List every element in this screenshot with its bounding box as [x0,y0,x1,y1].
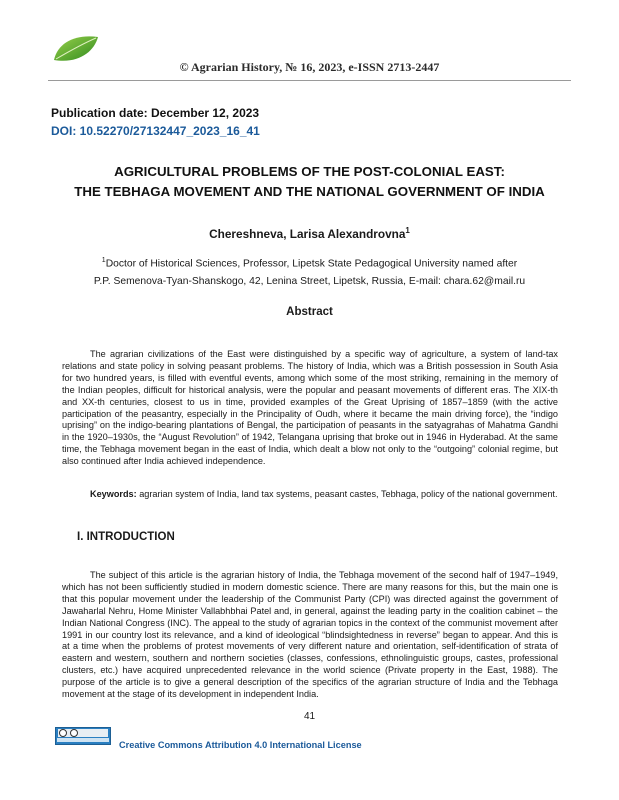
keywords-label: Keywords: [90,489,137,499]
publication-date: Publication date: December 12, 2023 [51,106,260,120]
article-title [30,162,589,202]
journal-header: © Agrarian History, № 16, 2023, e-ISSN 2713-2447 [179,60,440,74]
badge-top-band [58,729,108,737]
badge-caption-band [57,738,109,742]
header-divider [48,80,571,81]
author-name [0,226,619,241]
introduction-paragraph: The subject of this article is the agrarian history of India, the Tebhaga movement of the second half of 1947–1949, which has not been sufficiently studied in modern domestic science. There are many reasons for this, but the main one is that this popular movement under the leadership of the Communist Party (CPI) was directed against the government of Jawaharlal Nehru, Home Minister Vallabhbhai Patel and, in general, against the leading party in the coalition cabinet – the Indian National Congress (INC). The appeal to the study of agrarian topics in the context of the communist movement after 1991 in our country lost its relevance, and a kind of ideological “blindsightedness in reverse” began to appear. And this is at a time when the problems of protest movements of very different nature and orientation, self-identification of strata of eastern and western, southern and northern societies (classes, confessions, ethnolinguistic groups, castes, professional clusters, etc.) have acquired unprecedented relevance in the world science (Private property in the East, 1988). The purpose of the article is to give a general description of the specifics of the agrarian structure of India and the Tebhaga movement at the stage of its development in independent India. [62,570,558,700]
section-heading-introduction: I. INTRODUCTION [77,531,175,543]
abstract-paragraph: The agrarian civilizations of the East were distinguished by a specific way of agriculture, a system of land-tax relations and state policy in solving peasant problems. The history of India, which was a British possession in South Asia for two hundred years, is filled with eventful events, among which some of the most striking, remaining in the memory of the Indian peoples, difficult for historical analysis, were the popular and peasant movements of different eras. The XIX-th and XX-th centuries, closest to us in time, provided examples of the Great Uprising of 1857–1859 (with the active participation of the peasantry, especially in the Principality of Oudh, where it became the main driving force), the “indigo uprising” on the indigo-bearing plantations of Bengal, the participation of peasants in the satyagrahas of Mahatma Gandhi in the 1920–1930s, the “August Revolution” of 1942, Telangana uprising that broke out in 1946 in Hyderabad. At the same time, the Tebhaga movement began in the east of India, which dealt a blow not only to the “outgoing” colonial regime, but also continued after India achieved independence. [62,349,558,467]
keywords [62,489,558,501]
article-title-line: THE TEBHAGA MOVEMENT AND THE NATIONAL GOVERNMENT OF INDIA [74,184,545,199]
creative-commons-by-badge-icon[interactable] [55,727,111,745]
affiliation-footnote-marker: 1 [101,257,106,264]
cc-symbol-icon [59,729,67,737]
by-symbol-icon [70,729,78,737]
keywords-list: agrarian system of India, land tax systems, peasant castes, Tebhaga, policy of the national government. [136,489,558,499]
affiliation-line: P.P. Semenova-Tyan-Shanskogo, 42, Lenina Street, Lipetsk, Russia, E-mail: chara.62@mail.ru [93,276,526,288]
affiliation-line [20,252,599,273]
author-name-text: Chereshneva, Larisa Alexandrovna [209,226,406,241]
affiliation-line-text: Doctor of Historical Sciences, Professor, Lipetsk State Pedagogical University named after [105,258,518,270]
abstract-heading: Abstract [286,306,333,318]
license-link[interactable]: Creative Commons Attribution 4.0 International License [119,740,362,750]
page-number: 41 [303,711,316,722]
author-affiliation [20,252,599,291]
doi-link[interactable]: DOI: 10.52270/27132447_2023_16_41 [51,124,260,138]
article-title-line: AGRICULTURAL PROBLEMS OF THE POST-COLONIAL EAST: [114,164,505,179]
author-footnote-marker: 1 [405,226,410,235]
